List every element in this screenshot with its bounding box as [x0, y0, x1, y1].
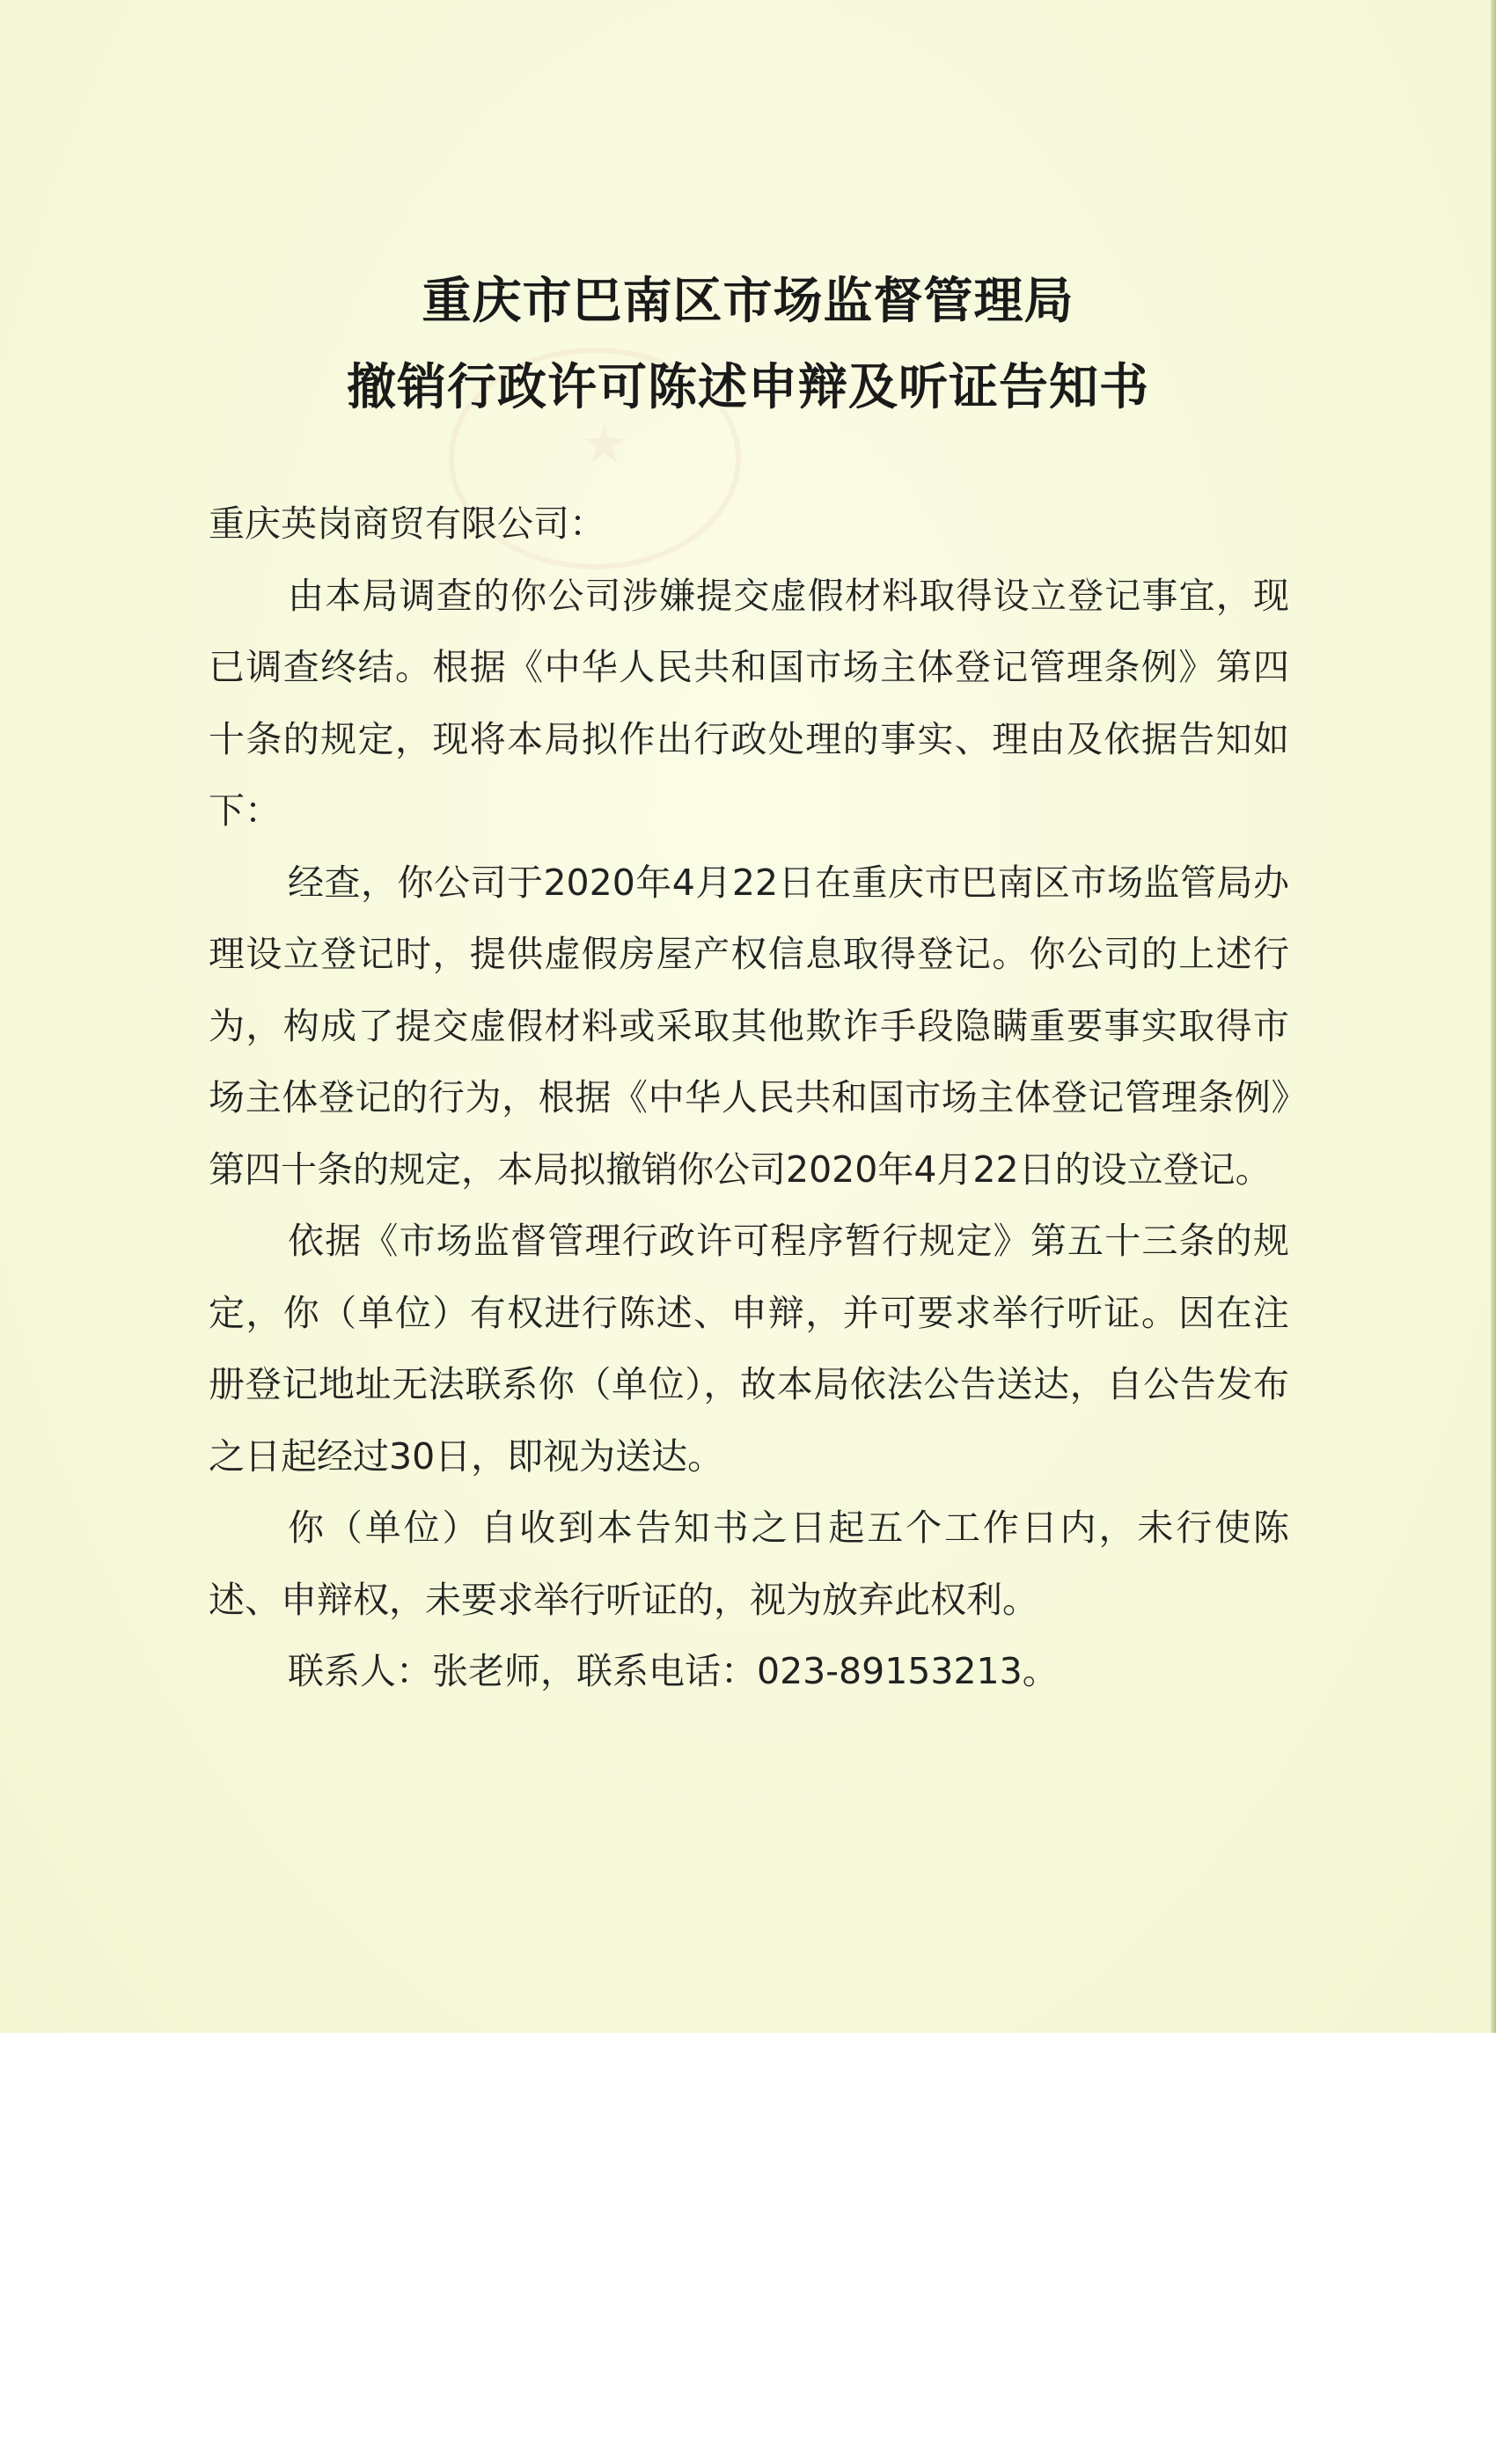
document-body	[209, 488, 1289, 1708]
paragraph-investigation: 由本局调查的你公司涉嫌提交虚假材料取得设立登记事宜，现已调查终结。根据《中华人民共和国市场主体登记管理条例》第四十条的规定，现将本局拟作出行政处理的事实、理由及依据告知如下：	[209, 574, 1289, 832]
seal-star-icon: ★	[581, 414, 628, 475]
addressee: 重庆英岗商贸有限公司：	[209, 502, 605, 545]
paragraph-facts: 经查，你公司于2020年4月22日在重庆市巴南区市场监管局办理设立登记时，提供虚假房屋产权信息取得登记。你公司的上述行为，构成了提交虚假材料或采取其他欺诈手段隐瞒重要事实取得市场主体登记的行为，根据《中华人民共和国市场主体登记管理条例》第四十条的规定，本局拟撤销你公司2020年4月22日的设立登记。	[209, 861, 1289, 1191]
document-title-line1: 重庆市巴南区市场监督管理局	[422, 272, 1074, 330]
paragraph-contact: 联系人：张老师，联系电话：023-89153213。	[288, 1650, 1059, 1692]
paragraph-deadline: 你（单位）自收到本告知书之日起五个工作日内，未行使陈述、申辩权，未要求举行听证的，视为放弃此权利。	[209, 1507, 1289, 1621]
paragraph-rights: 依据《市场监督管理行政许可程序暂行规定》第五十三条的规定，你（单位）有权进行陈述、申辩，并可要求举行听证。因在注册登记地址无法联系你（单位），故本局依法公告送达，自公告发布之日起经过30日，即视为送达。	[209, 1220, 1289, 1478]
document-title-line2: 撤销行政许可陈述申辩及听证告知书	[347, 358, 1149, 416]
